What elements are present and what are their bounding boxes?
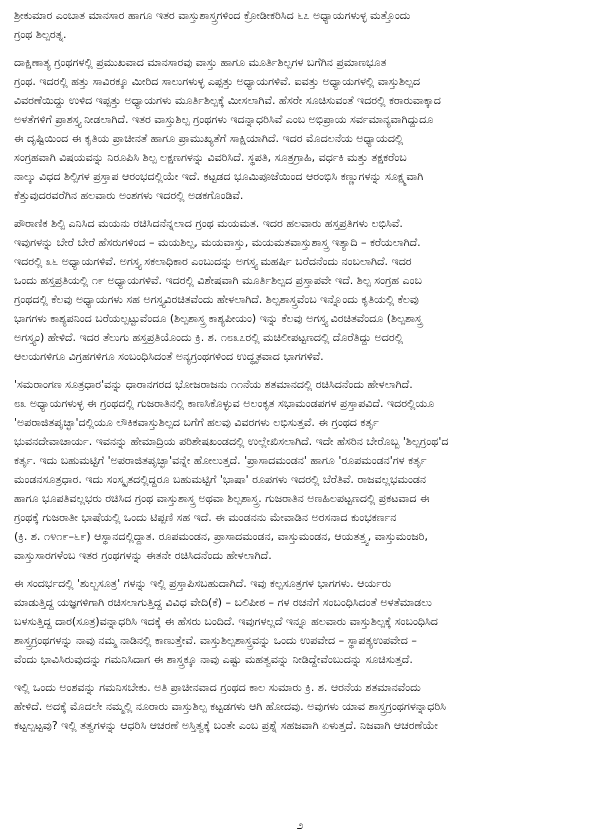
text-line: ಈ ದೃಷ್ಟಿಯಿಂದ ಈ ಕೃತಿಯ ಪ್ರಾಚೀನತೆ ಹಾಗೂ ಪ್ರಾಮುಖ್ಯತೆಗೆ ಸಾಕ್ಷಿಯಾಗಿದೆ. ಇದರ ಮೊದಲನೆಯ ಅಧ್ಯಾಯದಲ್ಲಿ xyxy=(14,132,404,145)
text-line: ಇದರಲ್ಲಿ ೩೬ ಅಧ್ಯಾಯಗಳಿವೆ. ಅಗಸ್ತ್ಯ ಸಕಲಾಧಿಕಾರ ಎಂಬುದನ್ನು ಅಗಸ್ತ್ಯ ಮಹರ್ಷಿ ಬರೆದನೆಂದು ನಂಬಲಾಗಿದೆ. ಇದರ xyxy=(14,255,412,268)
text-line: ಒಂದು ಹಸ್ತಪ್ರತಿಯಲ್ಲಿ ೧೯ ಅಧ್ಯಾಯಗಳಿವೆ. ಇದರಲ್ಲಿ ವಿಶೇಷವಾಗಿ ಮೂರ್ತಿಶಿಲ್ಪದ ಪ್ರಸ್ತಾಪವೇ ಇದೆ. ಶಿಲ್ಪ ಸಂಗ್ರಹ ಎಂಬ xyxy=(14,274,422,287)
body-text xyxy=(14,6,588,735)
text-line: ಶಾಸ್ತ್ರಗ್ರಂಥಗಳನ್ನು ನಾವು ನಮ್ಮ ನಾಡಿನಲ್ಲಿ ಕಾಣುತ್ತೇವೆ. ವಾಸ್ತುಶಿಲ್ಪಶಾಸ್ತ್ರವನ್ನು ಒಂದು ಉಪವೇದ – ಸ್ಥಾಪತ್ಯಉಪವೇದ – xyxy=(14,634,417,647)
text-line: ಭಾಗಗಳು ಕಾಶ್ಯಪನಿಂದ ಬರೆಯಲ್ಪಟ್ಟುವೆಂದೂ (ಶಿಲ್ಪಶಾಸ್ತ್ರ ಕಾಶ್ಯಪೀಯಂ) ಇನ್ನು ಕೆಲವು ಅಗಸ್ತ್ಯ ವಿರಚಿತವೆಂದೂ (ಶಿಲ್ಪಶಾಸ್ತ್ರ xyxy=(14,312,423,325)
text-line: ಹೇಳಿದೆ. ಅದಕ್ಕೆ ಮೊದಲೇ ನಮ್ಮಲ್ಲಿ ನೂರಾರು ವಾಸ್ತುಶಿಲ್ಪ ಕಟ್ಟಡಗಳು ಆಗಿ ಹೋದವು. ಅವುಗಳು ಯಾವ ಶಾಸ್ತ್ರಗ್ರಂಥಗಳನ್ನಾಧರಿಸಿ xyxy=(14,700,447,713)
paragraph xyxy=(14,574,588,669)
paragraph xyxy=(14,53,588,205)
text-line: ಭುವನದೇವಾಚಾರ್ಯ. ಇವನನ್ನು ಹೇಮಾದ್ರಿಯ ಪರಿಶೇಷಖಂಡದಲ್ಲಿ ಉಲ್ಲೇಖಿಸಲಾಗಿದೆ. ಇದೇ ಹೆಸರಿನ ಬೇರೊಬ್ಬ 'ಶಿಲ್ಪಗ್ರಂಥ'ದ xyxy=(14,435,449,448)
text-line: ಮಂಡನಸೂತ್ರಧಾರ. ಇದು ಸಂಸ್ಕೃತದಲ್ಲಿದ್ದರೂ ಬಹುಮಟ್ಟಿಗೆ 'ಭಾಷಾ' ರೂಪಗಳು ಇದರಲ್ಲಿ ಬೆರೆತಿವೆ. ರಾಜವಲ್ಲಭಮಂಡನ xyxy=(14,473,426,486)
paragraph xyxy=(14,6,588,44)
paragraph xyxy=(14,375,588,565)
text-line: ಕೆತ್ತುವುದರವರೆಗಿನ ಹಲವಾರು ಅಂಶಗಳು ಇದರಲ್ಲಿ ಅಡಕಗೊಂಡಿವೆ. xyxy=(14,189,244,202)
text-line: ಗ್ರಂಥಕ್ಕೆ ಗುಜರಾತೀ ಭಾಷೆಯಲ್ಲಿ ಒಂದು ಟಿಪ್ಪಣಿ ಸಹ ಇದೆ. ಈ ಮಂಡನನು ಮೇವಾಡಿನ ಅರಸನಾದ ಕುಂಭಕರ್ಣನ xyxy=(14,511,397,524)
text-line: ಈ ಸಂದರ್ಭದಲ್ಲಿ 'ಶುಲ್ಬಸೂತ್ರ' ಗಳನ್ನು ಇಲ್ಲಿ ಪ್ರಸ್ತಾಪಿಸಬಹುದಾಗಿದೆ. ಇವು ಕಲ್ಪಸೂತ್ರಗಳ ಭಾಗಗಳು. ಆರ್ಯರು xyxy=(14,577,392,590)
text-line: ವೆಂದು ಭಾವಿಸಿರುವುದನ್ನು ಗಮನಿಸಿದಾಗ ಈ ಶಾಸ್ತ್ರಕ್ಕೂ ನಾವು ಎಷ್ಟು ಮಹತ್ವವನ್ನು ನೀಡಿದ್ದೇವೆಂಬುದನ್ನು ಸೂಚಿಸುತ್ತದೆ. xyxy=(14,653,413,666)
text-line: (ಕ್ರಿ. ಶ. ೧೪೧೯–೬೯) ಆಸ್ಥಾನದಲ್ಲಿದ್ದಾತ. ರೂಪಮಂಡನ, ಪ್ರಾಸಾದಮಂಡನ, ವಾಸ್ತುಮಂಡನ, ಆಯತತ್ತ್ವ, ವಾಸ್ತುಮಂಜರಿ, xyxy=(14,530,428,543)
text-line: ಶ್ರೀಕುಮಾರ ಎಂಬಾತ ಮಾನಸಾರ ಹಾಗೂ ಇತರ ವಾಸ್ತುಶಾಸ್ತ್ರಗಳಿಂದ ಕ್ರೋಡೀಕರಿಸಿದ ೬೭ ಅಧ್ಯಾಯಗಳುಳ್ಳ ಮತ್ತೊಂದು xyxy=(14,9,411,22)
text-line: ಆಲಯಗಳಿಗೂ ವಿಗ್ರಹಗಳಿಗೂ ಸಂಬಂಧಿಸಿದಂತೆ ಅನ್ಯಗ್ರಂಥಗಳಿಂದ ಉದ್ಧೃತವಾದ ಭಾಗಗಳಿವೆ. xyxy=(14,350,324,363)
text-line: ಕರ್ತೃ. ಇದು ಬಹುಮಟ್ಟಿಗೆ 'ಅಪರಾಜಿತಪೃಚ್ಛಾ'ವನ್ನೇ ಹೋಲುತ್ತದೆ. 'ಪ್ರಾಸಾದಮಂಡನ' ಹಾಗೂ 'ರೂಪಮಂಡನ'ಗಳ ಕರ್ತೃ xyxy=(14,454,427,467)
text-line: ಸಂಗ್ರಹವಾಗಿ ವಿಷಯವನ್ನು ನಿರೂಪಿಸಿ ಶಿಲ್ಪ ಲಕ್ಷಣಗಳನ್ನು ವಿವರಿಸಿದೆ. ಸ್ಥಪತಿ, ಸೂತ್ರಗ್ರಾಹಿ, ವರ್ಧಕಿ ಮತ್ತು ತಕ್ಷಕರೆಂಬ xyxy=(14,151,407,164)
text-line: 'ಸಮರಾಂಗಣ ಸೂತ್ರಧಾರ'ವನ್ನು ಧಾರಾನಗರದ ಭೋಜರಾಜನು ೧೧ನೆಯ ಶತಮಾನದಲ್ಲಿ ರಚಿಸಿದನೆಂದು ಹೇಳಲಾಗಿದೆ. xyxy=(14,378,413,391)
paragraph xyxy=(14,214,588,366)
text-line: ಗ್ರಂಥ. ಇದರಲ್ಲಿ ಹತ್ತು ಸಾವಿರಕ್ಕೂ ಮೀರಿದ ಸಾಲುಗಳುಳ್ಳ ಎಪ್ಪತ್ತು ಅಧ್ಯಾಯಗಳಿವೆ. ಐವತ್ತು ಅಧ್ಯಾಯಗಳಲ್ಲಿ ವಾಸ್ತುಶಿಲ್ಪದ xyxy=(14,75,421,88)
text-line: ಗ್ರಂಥದಲ್ಲಿ ಕೆಲವು ಅಧ್ಯಾಯಗಳು ಸಹ ಅಗಸ್ತ್ಯವಿರಚಿತವೆಂದು ಹೇಳಲಾಗಿದೆ. ಶಿಲ್ಪಶಾಸ್ತ್ರವೆಂಬ ಇನ್ನೊಂದು ಕೃತಿಯಲ್ಲಿ ಕೆಲವು xyxy=(14,293,419,306)
text-line: ಇವುಗಳನ್ನು ಬೇರೆ ಬೇರೆ ಹೆಸರುಗಳಿಂದ – ಮಯಶಿಲ್ಪ, ಮಯವಾಸ್ತು, ಮಯಮತವಾಸ್ತುಶಾಸ್ತ್ರ ಇತ್ಯಾದಿ – ಕರೆಯಲಾಗಿದೆ. xyxy=(14,236,421,249)
text-line: ದಾಕ್ಷಿಣಾತ್ಯ ಗ್ರಂಥಗಳಲ್ಲಿ ಪ್ರಮುಖವಾದ ಮಾನಸಾರವು ವಾಸ್ತು ಹಾಗೂ ಮೂರ್ತಿಶಿಲ್ಪಗಳ ಬಗೆಗಿನ ಪ್ರಮಾಣಭೂತ xyxy=(14,56,387,69)
text-line: ವಿವರಣೆಯಿದ್ದು ಉಳಿದ ಇಪ್ಪತ್ತು ಅಧ್ಯಾಯಗಳು ಮೂರ್ತಿಶಿಲ್ಪಕ್ಕೆ ಮೀಸಲಾಗಿವೆ. ಹೆಸರೇ ಸೂಚಿಸುವಂತೆ ಇದರಲ್ಲಿ ಕರಾರುವಾಕ್ಕಾದ xyxy=(14,94,441,107)
text-line: ಪೌರಾಣಿಕ ಶಿಲ್ಪಿ ಎನಿಸಿದ ಮಯನು ರಚಿಸಿದನೆನ್ನಲಾದ ಗ್ರಂಥ ಮಯಮತ. ಇದರ ಹಲವಾರು ಹಸ್ತಪ್ರತಿಗಳು ಲಭಿಸಿವೆ. xyxy=(14,217,403,230)
text-line: ಮಾಡುತ್ತಿದ್ದ ಯಜ್ಞಗಳಿಗಾಗಿ ರಚಿಸಲಾಗುತ್ತಿದ್ದ ವಿವಿಧ ವೇದಿ(ಕೆ) – ಬಲಿಪೀಠ – ಗಳ ರಚನೆಗೆ ಸಂಬಂಧಿಸಿದಂತೆ ಅಳತೆಮಾಡಲು xyxy=(14,596,432,609)
text-line: ಹಾಗೂ ಭೂಪತಿವಲ್ಲಭರು ರಚಿಸಿದ ಗ್ರಂಥ ವಾಸ್ತುಶಾಸ್ತ್ರ ಅಥವಾ ಶಿಲ್ಪಶಾಸ್ತ್ರ. ಗುಜರಾತಿನ ಅಣಹಿಲಪಟ್ಟಣದಲ್ಲಿ ಪ್ರಕಟವಾದ ಈ xyxy=(14,492,430,505)
text-line: ಕಟ್ಟಲ್ಪಟ್ಟವು? ಇಲ್ಲಿ ತತ್ವಗಳನ್ನು ಆಧರಿಸಿ ಆಚರಣೆ ಅಸ್ತಿತ್ವಕ್ಕೆ ಬಂತೇ ಎಂಬ ಪ್ರಶ್ನೆ ಸಹಜವಾಗಿ ಏಳುತ್ತದೆ. ನಿಜವಾಗಿ ಆಚರಣೆಯೇ xyxy=(14,719,438,732)
text-line: ವಾಸ್ತುಸಾರಗಳೆಂಬ ಇತರ ಗ್ರಂಥಗಳನ್ನು ಈತನೇ ರಚಿಸಿದನೆಂದು ಹೇಳಲಾಗಿದೆ. xyxy=(14,549,272,562)
text-line: 'ಅಪರಾಜಿತಪೃಚ್ಛಾ'ದಲ್ಲಿಯೂ ಲೌಕಿಕವಾಸ್ತುಶಿಲ್ಪದ ಬಗೆಗೆ ಹಲವು ವಿವರಗಳು ಲಭಿಸುತ್ತವೆ. ಈ ಗ್ರಂಥದ ಕರ್ತೃ xyxy=(14,416,379,429)
text-line: ಗ್ರಂಥ ಶಿಲ್ಪರತ್ನ. xyxy=(14,28,67,41)
text-line: ಬಳಸುತ್ತಿದ್ದ ದಾರ(ಸೂತ್ರ)ವನ್ನಾಧರಿಸಿ ಇದಕ್ಕೆ ಈ ಹೆಸರು ಬಂದಿದೆ. ಇವುಗಳಲ್ಲದೆ ಇನ್ನೂ ಹಲವಾರು ವಾಸ್ತುಶಿಲ್ಪಕ್ಕೆ ಸಂಬಂಧಿಸಿದ xyxy=(14,615,438,628)
text-line: ಅಳತೆಗಳಿಗೆ ಪ್ರಾಶಸ್ತ್ಯ ನೀಡಲಾಗಿದೆ. ಇತರ ವಾಸ್ತುಶಿಲ್ಪ ಗ್ರಂಥಗಳು ಇದನ್ನಾಧರಿಸಿವೆ ಎಂಬ ಅಭಿಪ್ರಾಯ ಸರ್ವಮಾನ್ಯವಾಗಿದ್ದುದೂ xyxy=(14,113,434,126)
page-number: ೨ xyxy=(296,818,304,832)
paragraph xyxy=(14,678,588,735)
text-line: ಇಲ್ಲಿ ಒಂದು ಅಂಶವನ್ನು ಗಮನಿಸಬೇಕು. ಅತಿ ಪ್ರಾಚೀನವಾದ ಗ್ರಂಥದ ಕಾಲ ಸುಮಾರು ಕ್ರಿ. ಶ. ಆರನೆಯ ಶತಮಾನವೆಂದು xyxy=(14,681,421,694)
text-line: ಅಗಸ್ತ್ಯಂ) ಹೇಳಿದೆ. ಇದರ ತೆಲುಗು ಹಸ್ತಪ್ರತಿಯೊಂದು ಕ್ರಿ. ಶ. ೧೮೩೭ರಲ್ಲಿ ಮಚಿಲೀಪಟ್ಟಣದಲ್ಲಿ ದೊರೆತಿದ್ದು ಅದರಲ್ಲಿ xyxy=(14,331,404,344)
text-line: ನಾಲ್ಕು ವಿಧದ ಶಿಲ್ಪಿಗಳ ಪ್ರಸ್ತಾಪ ಆರಂಭದಲ್ಲಿಯೇ ಇದೆ. ಕಟ್ಟಡದ ಭೂಮಿಪೂಜೆಯಿಂದ ಆರಂಭಿಸಿ ಕಣ್ಣುಗಳನ್ನು ಸೂಕ್ಷ್ಮವಾಗಿ xyxy=(14,170,424,183)
text-line: ೮೩ ಅಧ್ಯಾಯಗಳುಳ್ಳ ಈ ಗ್ರಂಥದಲ್ಲಿ ಗುಜರಾತಿನಲ್ಲಿ ಕಾಣಸಿಕೊಳ್ಳುವ ಅಲಂಕೃತ ಸಭಾಮಂಡಪಗಳ ಪ್ರಸ್ತಾಪವಿದೆ. ಇದರಲ್ಲಿಯೂ xyxy=(14,397,435,410)
